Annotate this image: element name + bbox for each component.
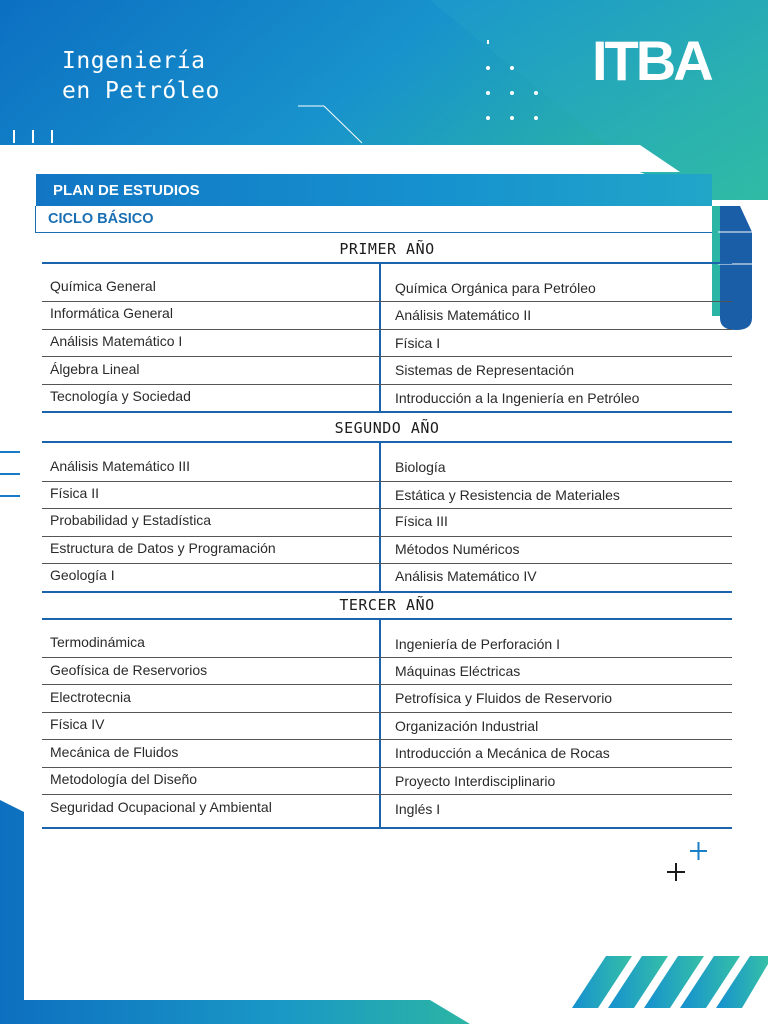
course-cell: Química Orgánica para Petróleo [395,280,596,296]
row-separator [42,712,732,713]
course-cell: Química General [50,278,156,294]
course-cell: Estructura de Datos y Programación [50,540,276,556]
course-cell: Física I [395,335,441,351]
course-cell: Proyecto Interdisciplinario [395,773,556,789]
course-cell: Metodología del Diseño [50,771,198,787]
course-cell: Biología [395,459,446,475]
row-separator [42,767,732,768]
course-cell: Análisis Matemático II [395,307,532,323]
course-cell: Sistemas de Representación [395,362,574,378]
course-cell: Análisis Matemático IV [395,568,537,584]
course-cell: Organización Industrial [395,718,539,734]
row-separator [42,329,732,330]
row-separator [42,301,732,302]
row-separator [42,739,732,740]
column-divider [379,620,381,828]
course-cell: Geología I [50,567,115,583]
year-title-2: SEGUNDO AÑO [334,419,440,437]
year-rule [42,262,732,264]
cycle-header [35,206,712,233]
row-separator [42,657,732,658]
cycle-title: CICLO BÁSICO [48,211,154,227]
row-separator [42,356,732,357]
row-separator [42,536,732,537]
course-cell: Física II [50,485,100,501]
row-separator [42,508,732,509]
course-cell: Geofísica de Reservorios [50,662,208,678]
course-cell: Inglés I [395,801,441,817]
year-rule [42,591,732,593]
column-divider [379,443,381,591]
row-separator [42,384,732,385]
year-rule [42,618,732,620]
course-cell: Análisis Matemático III [50,458,191,474]
course-cell: Física III [395,513,448,529]
row-separator [42,563,732,564]
course-cell: Álgebra Lineal [50,361,140,377]
course-cell: Electrotecnia [50,689,131,705]
year-rule [42,441,732,443]
year-title-1: PRIMER AÑO [339,240,435,258]
course-cell: Petrofísica y Fluidos de Reservorio [395,690,613,706]
course-cell: Estática y Resistencia de Materiales [395,487,620,503]
course-cell: Métodos Numéricos [395,541,520,557]
row-separator [42,684,732,685]
program-title-line2: en Petróleo [62,78,220,104]
course-cell: Introducción a la Ingeniería en Petróleo [395,390,640,406]
row-separator [42,794,732,795]
program-title [62,46,220,106]
year-rule [42,411,732,413]
itba-logo: ITBA [592,29,711,92]
course-cell: Probabilidad y Estadística [50,512,212,528]
program-title-line1: Ingeniería [62,48,206,74]
column-divider [379,264,381,412]
year-title-3: TERCER AÑO [339,596,435,614]
course-cell: Máquinas Eléctricas [395,663,521,679]
plan-header [36,174,712,206]
course-cell: Tecnología y Sociedad [50,388,191,404]
row-separator [42,481,732,482]
plan-title: PLAN DE ESTUDIOS [53,181,200,199]
course-cell: Mecánica de Fluidos [50,744,179,760]
course-cell: Seguridad Ocupacional y Ambiental [50,799,272,815]
course-cell: Física IV [50,716,105,732]
course-cell: Análisis Matemático I [50,333,183,349]
course-cell: Introducción a Mecánica de Rocas [395,745,610,761]
course-cell: Ingeniería de Perforación I [395,636,560,652]
course-cell: Termodinámica [50,634,145,650]
course-cell: Informática General [50,305,173,321]
year-rule [42,827,732,829]
